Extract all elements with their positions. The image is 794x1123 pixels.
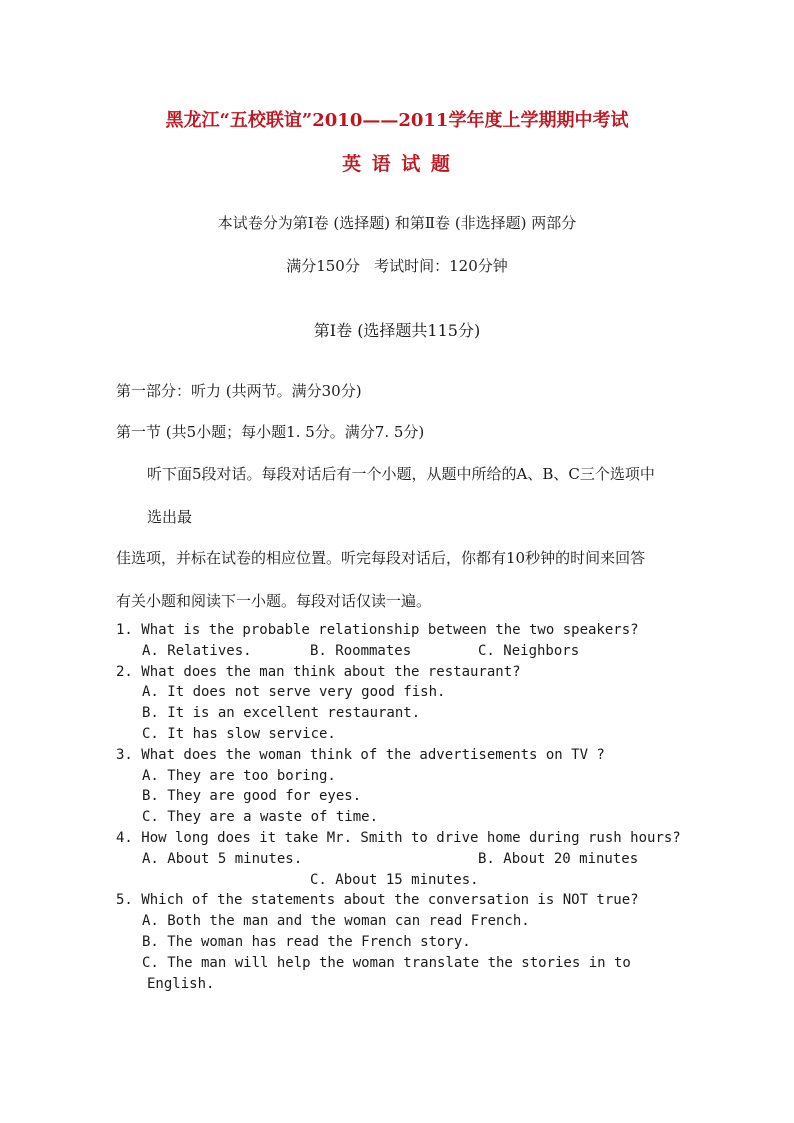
question-1-option-b: B. Roommates xyxy=(310,643,412,659)
question-2-option-a: A. It does not serve very good fish. xyxy=(142,684,446,700)
question-1-option-a: A. Relatives. xyxy=(142,643,252,659)
question-2-option-c: C. It has slow service. xyxy=(142,726,336,742)
part-1-heading: 第一部分：听力 (共两节。满分30分) xyxy=(116,382,362,400)
question-4-option-c: C. About 15 minutes. xyxy=(310,872,479,888)
question-5-stem: 5. Which of the statements about the conversation is NOT true? xyxy=(116,892,639,908)
question-3-option-a: A. They are too boring. xyxy=(142,768,336,784)
exam-title: 黑龙江“五校联谊”2010——2011学年度上学期期中考试 xyxy=(165,110,629,131)
intro-line-2: 满分150分 考试时间：120分钟 xyxy=(286,257,508,275)
question-3-option-b: B. They are good for eyes. xyxy=(142,788,362,804)
volume-1-heading: 第I卷 (选择题共115分) xyxy=(313,321,481,340)
question-5-option-b: B. The woman has read the French story. xyxy=(142,934,471,950)
intro-line-1: 本试卷分为第I卷 (选择题) 和第Ⅱ卷 (非选择题) 两部分 xyxy=(217,214,577,232)
question-5-option-c-continued: English. xyxy=(147,976,215,992)
question-5-option-a: A. Both the man and the woman can read French. xyxy=(142,913,530,929)
question-5-option-c: C. The man will help the woman translate the stories in to xyxy=(142,955,631,971)
exam-subject-title: 英 语 试 题 xyxy=(342,153,452,175)
question-1-stem: 1. What is the probable relationship between the two speakers? xyxy=(116,622,639,638)
question-3-stem: 3. What does the woman think of the advertisements on TV ? xyxy=(116,747,605,763)
question-2-option-b: B. It is an excellent restaurant. xyxy=(142,705,421,721)
instructions-line-2: 选出最 xyxy=(147,508,193,526)
question-4-option-a: A. About 5 minutes. xyxy=(142,851,303,867)
instructions-line-3: 佳选项，并标在试卷的相应位置。听完每段对话后，你都有10秒钟的时间来回答 xyxy=(116,549,646,567)
instructions-line-4: 有关小题和阅读下一小题。每段对话仅读一遍。 xyxy=(116,592,432,610)
section-1-heading: 第一节 (共5小题；每小题1. 5分。满分7. 5分) xyxy=(116,423,425,441)
instructions-line-1: 听下面5段对话。每段对话后有一个小题，从题中所给的A、B、C三个选项中 xyxy=(147,465,655,483)
question-4-stem: 4. How long does it take Mr. Smith to drive home during rush hours? xyxy=(116,830,681,846)
question-4-option-b: B. About 20 minutes xyxy=(478,851,639,867)
question-2-stem: 2. What does the man think about the restaurant? xyxy=(116,664,521,680)
question-3-option-c: C. They are a waste of time. xyxy=(142,809,379,825)
question-1-option-c: C. Neighbors xyxy=(478,643,580,659)
